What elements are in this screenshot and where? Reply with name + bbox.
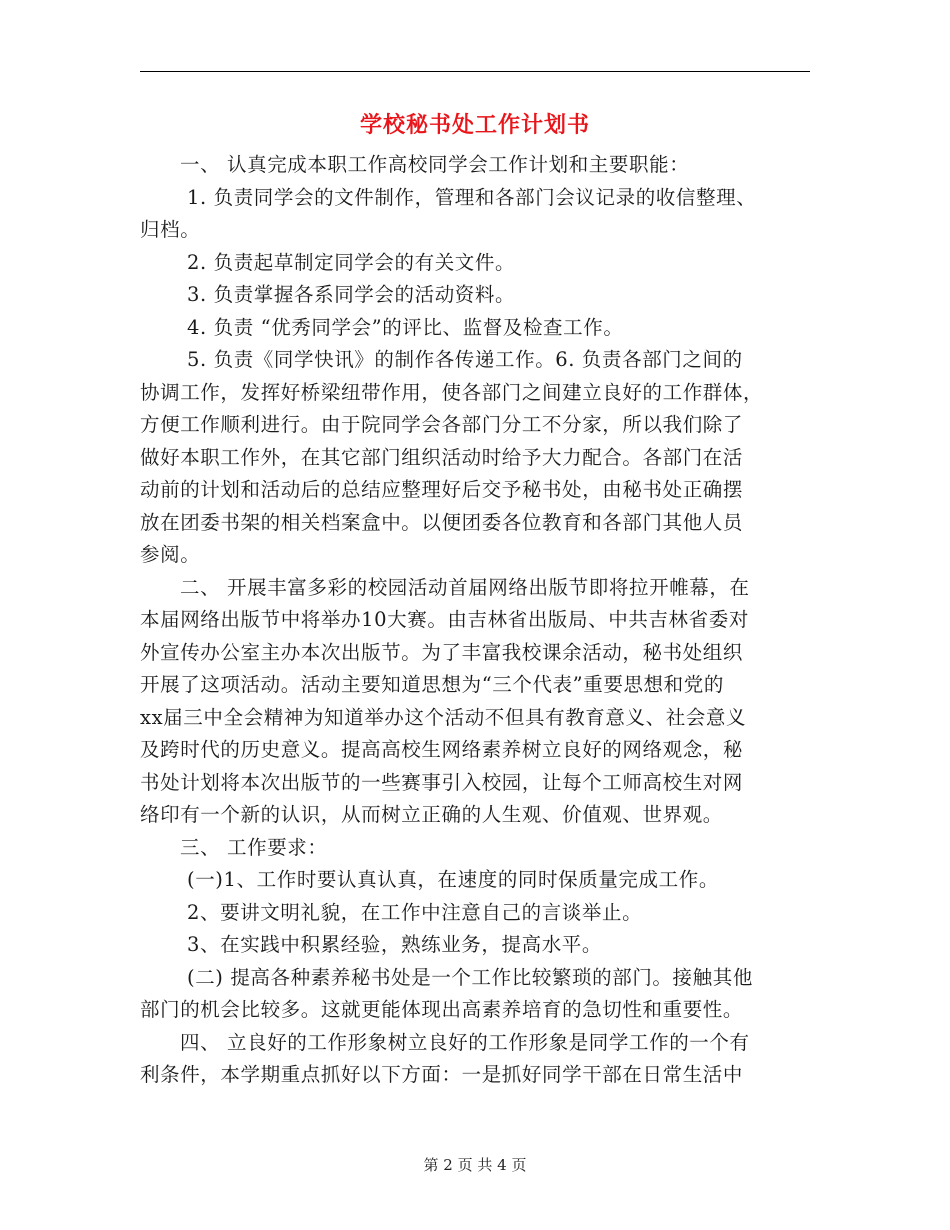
- body-line: 四、 立良好的工作形象树立良好的工作形象是同学工作的一个有: [180, 1030, 750, 1054]
- body-line: 5. 负责《同学快讯》的制作各传递工作。6. 负责各部门之间的: [187, 348, 743, 371]
- body-line: 归档。: [140, 218, 201, 241]
- body-line: 一、 认真完成本职工作高校同学会工作计划和主要职能：: [180, 153, 690, 176]
- body-line: 本届网络出版节中将举办10大赛。由吉林省出版局、中共吉林省委对: [140, 608, 749, 631]
- body-line: 书处计划将本次出版节的一些赛事引入校园，让每个工师高校生对网: [140, 770, 744, 794]
- body-line: 方便工作顺利进行。由于院同学会各部门分工不分家，所以我们除了: [140, 413, 744, 436]
- body-line: 利条件，本学期重点抓好以下方面：一是抓好同学干部在日常生活中: [140, 1063, 744, 1086]
- body-line: 3、在实践中积累经验，熟练业务，提高水平。: [187, 933, 603, 956]
- body-line: 及跨时代的历史意义。提高高校生网络素养树立良好的网络观念，秘: [140, 738, 744, 761]
- body-line: 3. 负责掌握各系同学会的活动资料。: [187, 283, 516, 306]
- body-line: 二、 开展丰富多彩的校园活动首届网络出版节即将拉开帷幕，在: [180, 575, 750, 599]
- body-line: 外宣传办公室主办本次出版节。为了丰富我校课余活动，秘书处组织: [140, 640, 744, 664]
- body-line: 1. 负责同学会的文件制作，管理和各部门会议记录的收信整理、: [187, 185, 757, 209]
- body-line: 2、要讲文明礼貌，在工作中注意自己的言谈举止。: [187, 900, 643, 924]
- body-line: (一)1、工作时要认真认真，在速度的同时保质量完成工作。: [187, 868, 719, 891]
- body-line: 络印有一个新的认识，从而树立正确的人生观、价值观、世界观。: [140, 803, 723, 826]
- body-line: 动前的计划和活动后的总结应整理好后交予秘书处，由秘书处正确摆: [140, 478, 744, 501]
- body-line: 放在团委书架的相关档案盒中。以便团委各位教育和各部门其他人员: [140, 510, 744, 534]
- document-title: 学校秘书处工作计划书: [359, 112, 590, 138]
- body-line: 4. 负责 “优秀同学会”的评比、监督及检查工作。: [187, 315, 624, 339]
- body-line: xx届三中全会精神为知道举办这个活动不但具有教育意义、社会意义: [140, 705, 747, 729]
- body-line: 三、 工作要求：: [180, 835, 328, 859]
- body-line: 开展了这项活动。活动主要知道思想为“三个代表”重要思想和党的: [140, 673, 724, 696]
- header-rule: [140, 71, 810, 72]
- body-line: 协调工作，发挥好桥梁纽带作用，使各部门之间建立良好的工作群体，: [140, 380, 764, 404]
- body-line: 参阅。: [140, 543, 201, 566]
- body-line: 2. 负责起草制定同学会的有关文件。: [187, 250, 516, 274]
- body-line: 部门的机会比较多。这就更能体现出高素养培育的急切性和重要性。: [140, 998, 744, 1021]
- page-number: 第 2 页 共 4 页: [423, 1156, 527, 1174]
- body-line: 做好本职工作外，在其它部门组织活动时给予大力配合。各部门在活: [140, 445, 744, 469]
- body-line: (二) 提高各种素养秘书处是一个工作比较繁琐的部门。接触其他: [187, 965, 753, 989]
